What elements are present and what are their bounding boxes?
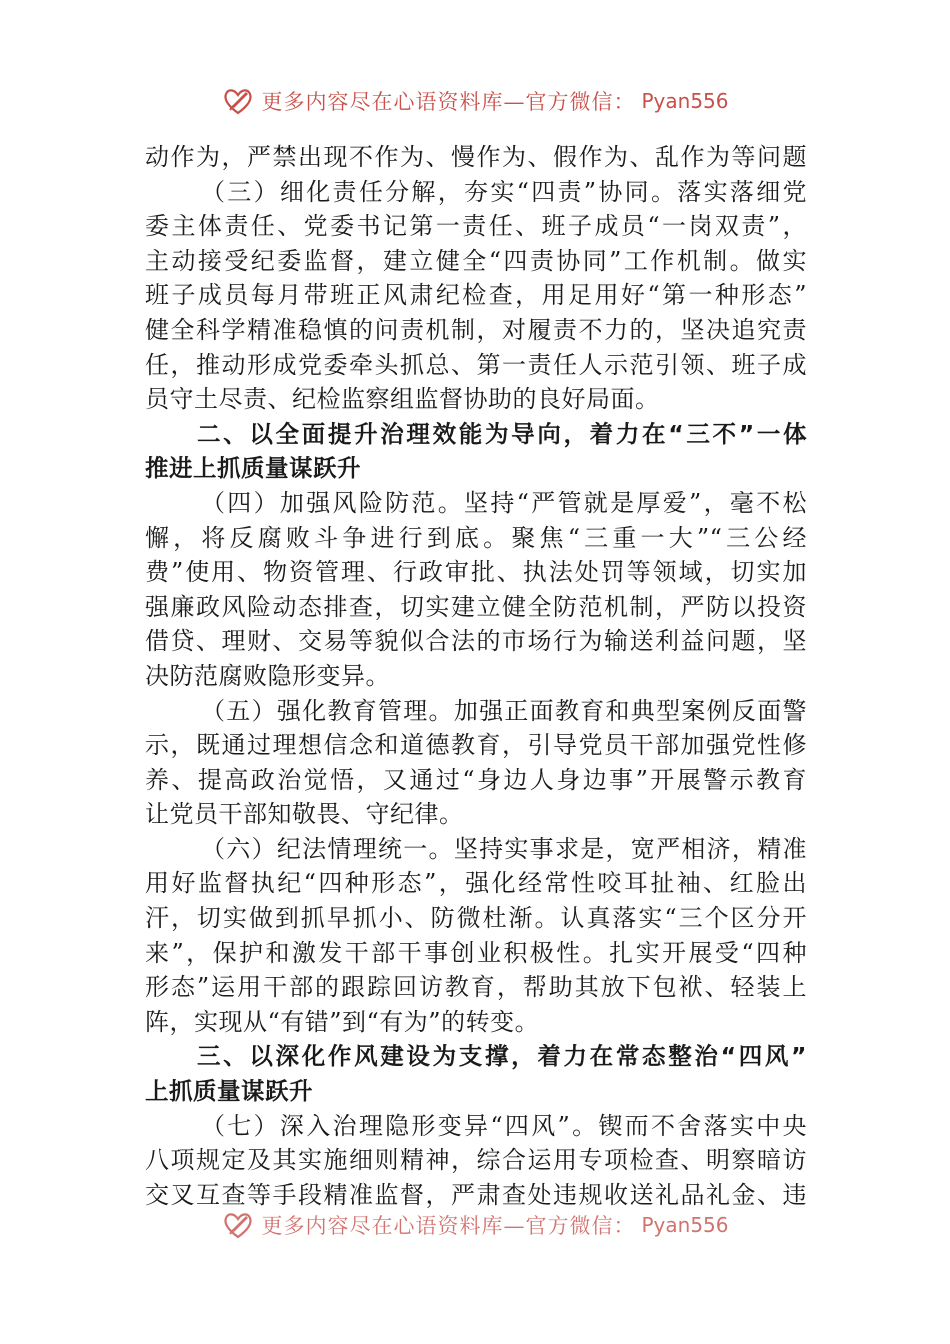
section-heading: 上抓质量谋跃升 xyxy=(145,1077,313,1106)
text-line: （五）强化教育管理。加强正面教育和典型案例反面警 xyxy=(201,696,807,725)
text-line: （七）深入治理隐形变异“四风”。锲而不舍落实中央 xyxy=(201,1111,807,1140)
text-line: （三）细化责任分解，夯实“四责”协同。落实落细党 xyxy=(201,177,807,206)
watermark-wechat-id: Pyan556 xyxy=(641,1213,729,1237)
header-watermark xyxy=(0,84,950,118)
text-line: 动作为，严禁出现不作为、慢作为、假作为、乱作为等问题 xyxy=(145,143,807,171)
document-body xyxy=(145,140,807,1212)
text-line: 主动接受纪委监督，建立健全“四责协同”工作机制。做实 xyxy=(145,246,807,275)
text-line: 费”使用、物资管理、行政审批、执法处罚等领域，切实加 xyxy=(145,558,807,587)
footer-watermark xyxy=(0,1208,950,1242)
text-line: （四）加强风险防范。坚持“严管就是厚爱”，毫不松 xyxy=(201,488,807,517)
heart-quill-logo-icon xyxy=(221,1208,255,1242)
text-line: 形态”运用干部的跟踪回访教育，帮助其放下包袱、轻装上 xyxy=(145,973,807,1002)
text-line: 养、提高政治觉悟，又通过“身边人身边事”开展警示教育 xyxy=(145,765,807,794)
text-line: 来”，保护和激发干部干事创业积极性。扎实开展受“四种 xyxy=(145,938,807,967)
section-heading: 推进上抓质量谋跃升 xyxy=(145,454,361,483)
section-heading: 二、以全面提升治理效能为导向，着力在“三不”一体 xyxy=(197,419,807,448)
text-line: 员守土尽责、纪检监察组监督协助的良好局面。 xyxy=(145,385,660,414)
text-line: 班子成员每月带班正风肃纪检查，用足用好“第一种形态” xyxy=(145,281,807,310)
text-line: 汗，切实做到抓早抓小、防微杜渐。认真落实“三个区分开 xyxy=(145,904,807,933)
text-line: （六）纪法情理统一。坚持实事求是，宽严相济，精准 xyxy=(201,834,807,863)
text-line: 阵，实现从“有错”到“有为”的转变。 xyxy=(145,1007,540,1036)
text-line: 借贷、理财、交易等貌似合法的市场行为输送利益问题，坚 xyxy=(145,627,807,656)
text-line: 委主体责任、党委书记第一责任、班子成员“一岗双责”， xyxy=(145,212,807,241)
watermark-text: 更多内容尽在心语资料库—官方微信： xyxy=(261,1214,636,1238)
text-line: 任，推动形成党委牵头抓总、第一责任人示范引领、班子成 xyxy=(145,350,807,379)
text-line: 交叉互查等手段精准监督，严肃查处违规收送礼品礼金、违 xyxy=(145,1180,807,1209)
section-heading: 三、以深化作风建设为支撑，着力在常态整治“四风” xyxy=(197,1042,807,1071)
text-line: 让党员干部知敬畏、守纪律。 xyxy=(145,800,464,829)
text-line: 示，既通过理想信念和道德教育，引导党员干部加强党性修 xyxy=(145,731,807,760)
text-line: 健全科学精准稳慎的问责机制，对履责不力的，坚决追究责 xyxy=(145,315,807,344)
text-line: 决防范腐败隐形变异。 xyxy=(145,661,390,690)
text-line: 八项规定及其实施细则精神，综合运用专项检查、明察暗访 xyxy=(145,1146,807,1175)
text-line: 强廉政风险动态排查，切实建立健全防范机制，严防以投资 xyxy=(145,592,807,621)
text-line: 懈，将反腐败斗争进行到底。聚焦“三重一大”“三公经 xyxy=(145,523,807,552)
text-line: 用好监督执纪“四种形态”，强化经常性咬耳扯袖、红脸出 xyxy=(145,869,807,898)
watermark-text: 更多内容尽在心语资料库—官方微信： xyxy=(261,90,636,114)
heart-quill-logo-icon xyxy=(221,84,255,118)
watermark-wechat-id: Pyan556 xyxy=(641,89,729,113)
